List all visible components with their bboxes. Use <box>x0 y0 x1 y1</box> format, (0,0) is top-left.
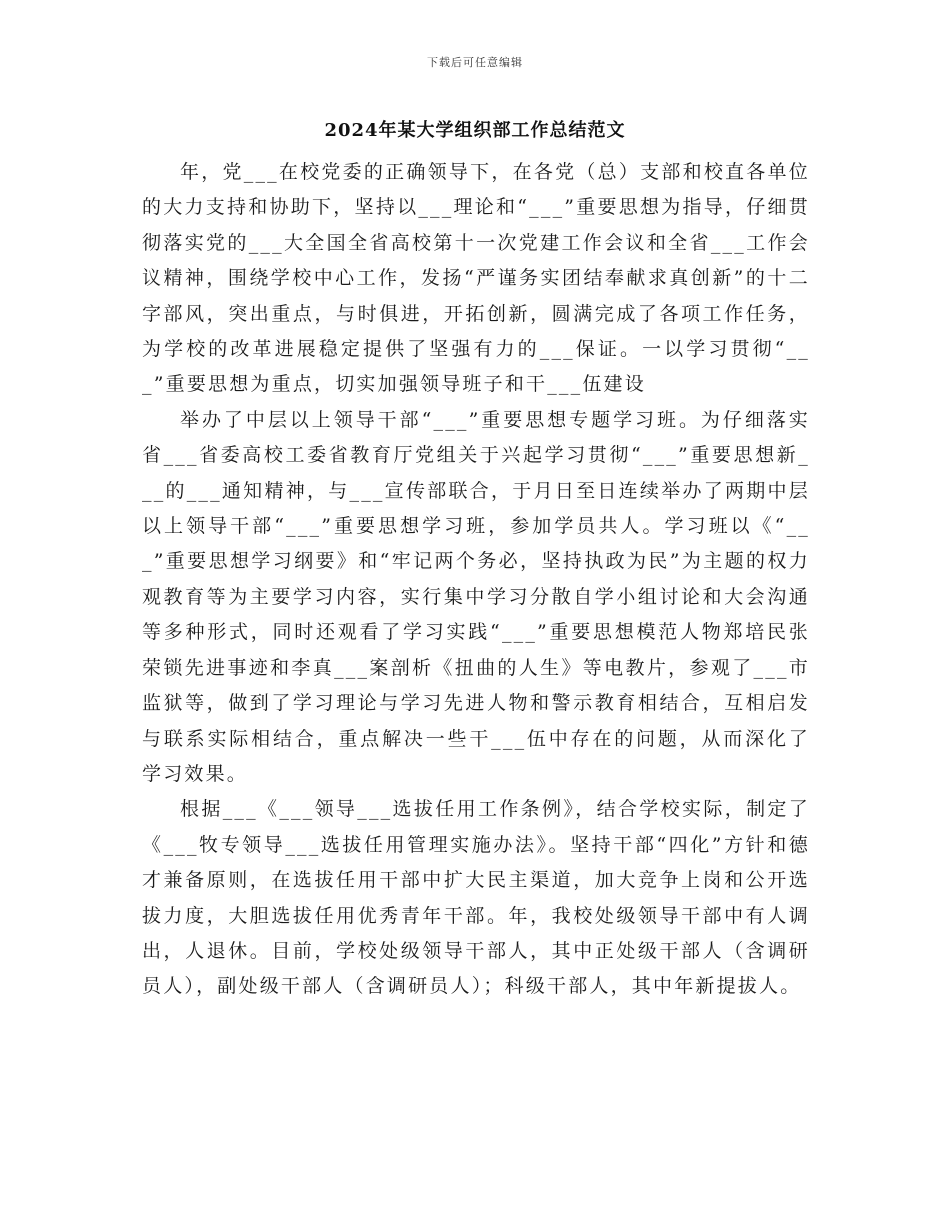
document-body <box>142 155 810 1005</box>
paragraph: 年，党___在校党委的正确领导下，在各党（总）支部和校直各单位的大力支持和协助下，坚持以___理论和“___”重要思想为指导，仔细贯彻落实党的___大全国全省高校第十一次党建工作会议和全省___工作会议精神，围绕学校中心工作，发扬“严谨务实团结奉献求真创新”的十二字部风，突出重点，与时俱进，开拓创新，圆满完成了各项工作任务，为学校的改革进展稳定提供了坚强有力的___保证。一以学习贯彻“___”重要思想为重点，切实加强领导班子和干___伍建设 <box>142 161 810 396</box>
document-title: 2024年某大学组织部工作总结范文 <box>324 120 626 141</box>
paragraph: 根据___《___领导___选拔任用工作条例》，结合学校实际，制定了《___牧专领导___选拔任用管理实施办法》。坚持干部“四化”方针和德才兼备原则，在选拔任用干部中扩大民主渠道，加大竞争上岗和公开选拔力度，大胆选拔任用优秀青年干部。年，我校处级领导干部中有人调出，人退休。目前，学校处级领导干部人，其中正处级干部人（含调研员人），副处级干部人（含调研员人）；科级干部人，其中年新提拔人。 <box>142 798 810 998</box>
header-note: 下载后可任意编辑 <box>427 56 523 69</box>
paragraph: 举办了中层以上领导干部“___”重要思想专题学习班。为仔细落实省___省委高校工委省教育厅党组关于兴起学习贯彻“___”重要思想新___的___通知精神，与___宣传部联合，于月日至日连续举办了两期中层以上领导干部“___”重要思想学习班，参加学员共人。学习班以《“___”重要思想学习纲要》和“牢记两个务必，坚持执政为民”为主题的权力观教育等为主要学习内容，实行集中学习分散自学小组讨论和大会沟通等多种形式，同时还观看了学习实践“___”重要思想模范人物郑培民张荣锁先进事迹和李真___案剖析《扭曲的人生》等电教片，参观了___市监狱等，做到了学习理论与学习先进人物和警示教育相结合，互相启发与联系实际相结合，重点解决一些干___伍中存在的问题，从而深化了学习效果。 <box>142 408 810 785</box>
